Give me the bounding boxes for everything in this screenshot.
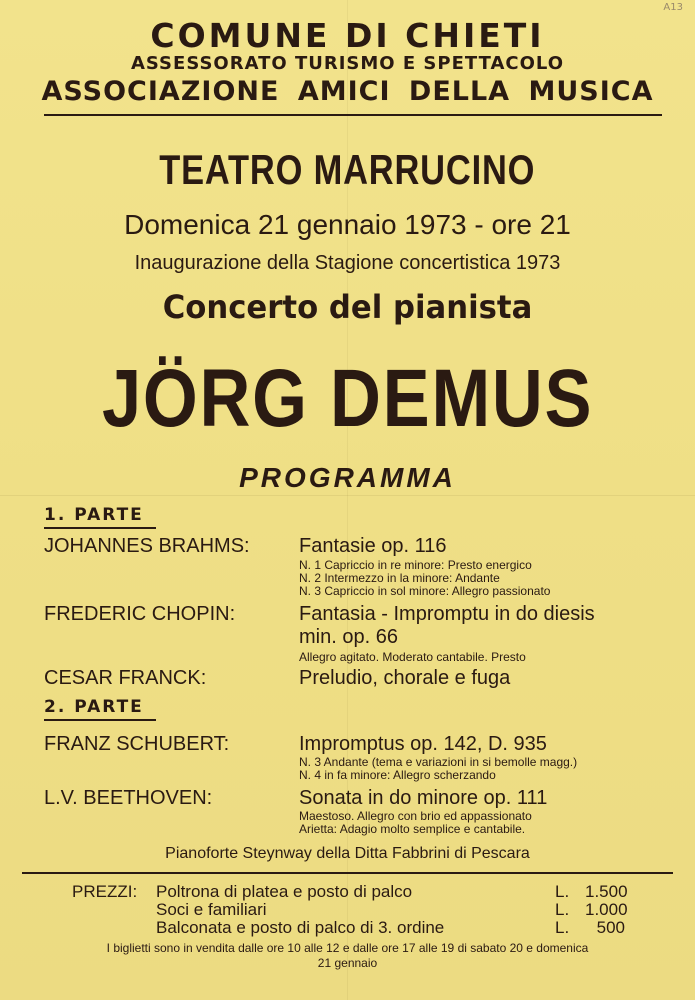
prices-label: PREZZI: xyxy=(72,882,138,901)
price-currency: L. xyxy=(555,882,570,901)
header-divider xyxy=(44,114,662,116)
piano-note: Pianoforte Steynway della Ditta Fabbrini di Pescara xyxy=(165,845,530,862)
detail-beethoven-1: Maestoso. Allegro con brio ed appassionato xyxy=(299,809,532,823)
event-occasion: Inaugurazione della Stagione concertistica 1973 xyxy=(134,252,561,274)
detail-beethoven-2: Arietta: Adagio molto semplice e cantabile. xyxy=(299,822,526,836)
prices-divider xyxy=(22,872,673,874)
price-item-platea: Poltrona di platea e posto di palco xyxy=(156,882,413,901)
price-amount: 1.000 xyxy=(585,900,628,919)
work-chopin: Fantasia - Impromptu in do diesis xyxy=(299,603,595,625)
part1-label: 1. PARTE xyxy=(44,505,156,529)
work-chopin-line2: min. op. 66 xyxy=(299,626,398,648)
ticket-notice-line2: 21 gennaio xyxy=(317,956,378,970)
detail-schubert-2: N. 4 in fa minore: Allegro scherzando xyxy=(299,768,496,782)
price-amount: 500 xyxy=(596,918,625,937)
price-item-soci: Soci e familiari xyxy=(156,900,267,919)
price-value-platea xyxy=(555,882,627,902)
venue-title-text: TEATRO MARRUCINO xyxy=(159,146,536,193)
header-comune: COMUNE DI CHIETI xyxy=(150,16,545,55)
archive-mark: A13 xyxy=(663,2,683,13)
venue-title xyxy=(0,146,695,194)
price-item-balconata: Balconata e posto di palco di 3. ordine xyxy=(156,918,445,937)
artist-name-text: JÖRG DEMUS xyxy=(101,353,594,444)
part2-label: 2. PARTE xyxy=(44,697,156,721)
price-currency: L. xyxy=(555,900,570,919)
header-associazione: ASSOCIAZIONE AMICI DELLA MUSICA xyxy=(41,76,654,107)
concert-heading-text: Concerto del pianista xyxy=(162,288,533,326)
ticket-notice: I biglietti sono in vendita dalle ore 10 alle 12 e dalle ore 17 alle 19 di sabato 20 e domenica xyxy=(106,941,589,955)
price-value-soci xyxy=(555,900,627,920)
composer-brahms: JOHANNES BRAHMS: xyxy=(44,535,250,557)
concert-heading xyxy=(0,288,695,326)
detail-brahms-3: N. 3 Capriccio in sol minore: Allegro passionato xyxy=(299,584,551,598)
work-brahms: Fantasie op. 116 xyxy=(299,535,447,557)
fold-crease-horizontal xyxy=(0,495,695,496)
price-value-balconata xyxy=(555,918,627,938)
detail-brahms-2: N. 2 Intermezzo in la minore: Andante xyxy=(299,571,500,585)
detail-chopin-1: Allegro agitato. Moderato cantabile. Presto xyxy=(299,650,526,664)
work-franck: Preludio, chorale e fuga xyxy=(299,667,511,689)
price-amount: 1.500 xyxy=(585,882,628,901)
composer-schubert: FRANZ SCHUBERT: xyxy=(44,733,230,755)
programma-heading: PROGRAMMA xyxy=(239,462,456,493)
event-date: Domenica 21 gennaio 1973 - ore 21 xyxy=(124,209,571,240)
work-beethoven: Sonata in do minore op. 111 xyxy=(299,787,548,809)
detail-brahms-1: N. 1 Capriccio in re minore: Presto energico xyxy=(299,558,532,572)
work-schubert: Impromptus op. 142, D. 935 xyxy=(299,733,547,755)
detail-schubert-1: N. 3 Andante (tema e variazioni in si bemolle magg.) xyxy=(299,755,578,769)
composer-beethoven: L.V. BEETHOVEN: xyxy=(44,787,213,809)
artist-name xyxy=(0,352,695,446)
composer-franck: CESAR FRANCK: xyxy=(44,667,207,689)
composer-chopin: FREDERIC CHOPIN: xyxy=(44,603,236,625)
header-assessorato: ASSESSORATO TURISMO E SPETTACOLO xyxy=(130,53,565,74)
price-currency: L. xyxy=(555,918,570,937)
